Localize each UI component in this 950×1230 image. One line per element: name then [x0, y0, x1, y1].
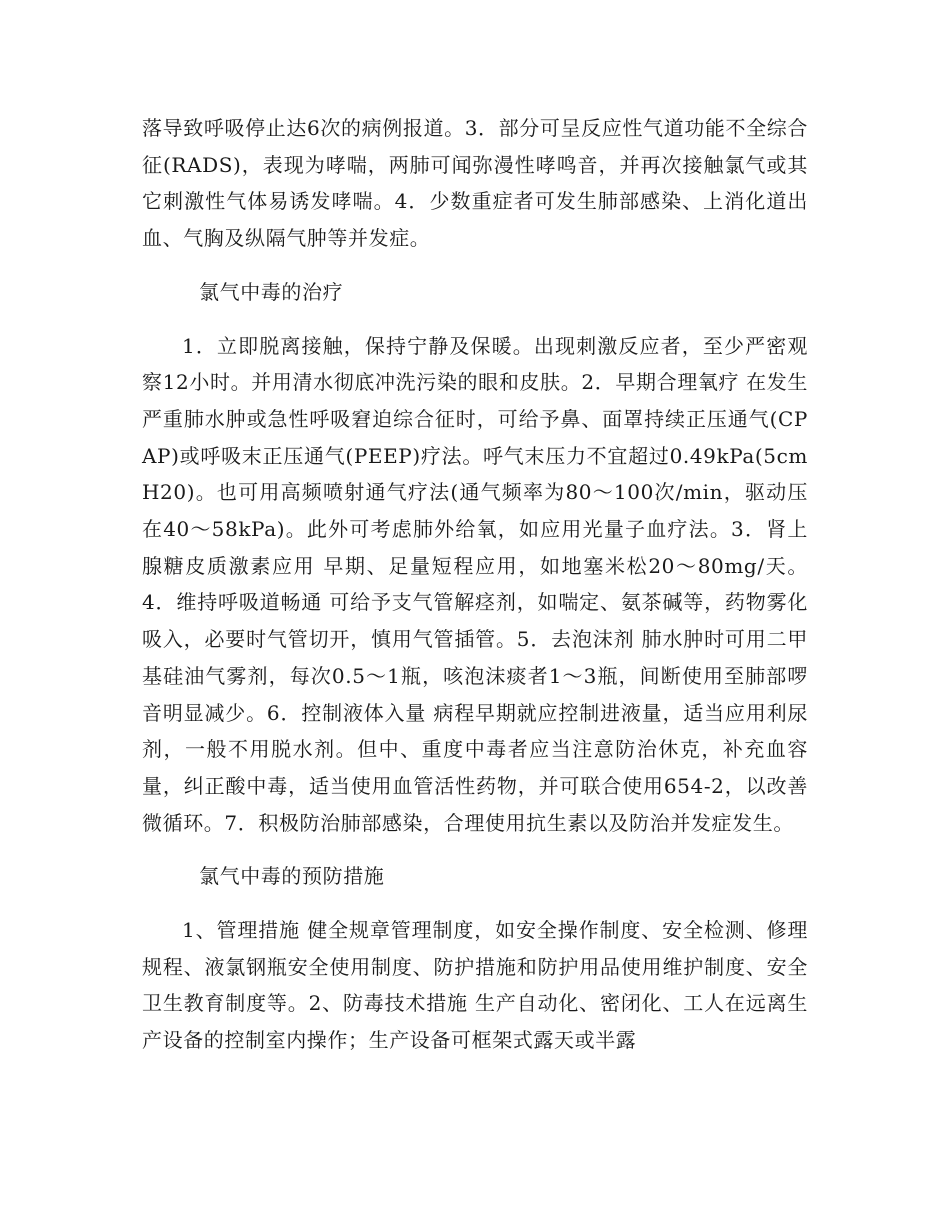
spacer	[142, 311, 808, 328]
paragraph-treatment: 1．立即脱离接触，保持宁静及保暖。出现刺激反应者，至少严密观察12小时。并用清水彻底冲洗污染的眼和皮肤。2．早期合理氧疗 在发生严重肺水肿或急性呼吸窘迫综合征时，可给予鼻、面罩持续正压通气(CPAP)或呼吸末正压通气(PEEP)疗法。呼气末压力不宜超过0.49kPa(5cmH20)。也可用高频喷射通气疗法(通气频率为80～100次/min，驱动压在40～58kPa)。此外可考虑肺外给氧，如应用光量子血疗法。3．肾上腺糖皮质激素应用 早期、足量短程应用，如地塞米松20～80mg/天。4．维持呼吸道畅通 可给予支气管解痉剂，如喘定、氨茶碱等，药物雾化吸入，必要时气管切开，慎用气管插管。5．去泡沫剂 肺水肿时可用二甲基硅油气雾剂，每次0.5～1瓶，咳泡沫痰者1～3瓶，间断使用至肺部啰音明显减少。6．控制液体入量 病程早期就应控制进液量，适当应用利尿剂，一般不用脱水剂。但中、重度中毒者应当注意防治休克，补充血容量，纠正酸中毒，适当使用血管活性药物，并可联合使用654-2，以改善微循环。7．积极防治肺部感染，合理使用抗生素以及防治并发症发生。	[142, 333, 808, 835]
heading-prevention: 氯气中毒的预防措施	[199, 864, 385, 889]
paragraph-symptoms-continued: 落导致呼吸停止达6次的病例报道。3．部分可呈反应性气道功能不全综合征(RADS)，表现为哮喘，两肺可闻弥漫性哮鸣音，并再次接触氯气或其它刺激性气体易诱发哮喘。4．少数重症者可发生肺部感染、上消化道出血、气胸及纵隔气肿等并发症。	[142, 116, 808, 251]
spacer	[142, 841, 808, 858]
spacer	[142, 257, 808, 274]
heading-treatment: 氯气中毒的治疗	[199, 279, 344, 304]
paragraph-prevention: 1、管理措施 健全规章管理制度，如安全操作制度、安全检测、修理规程、液氯钢瓶安全使用制度、防护措施和防护用品使用维护制度、安全卫生教育制度等。2、防毒技术措施 生产自动化、密闭化、工人在远离生产设备的控制室内操作；生产设备可框架式露天或半露	[142, 918, 808, 1053]
document-body	[142, 110, 808, 1059]
spacer	[142, 895, 808, 912]
